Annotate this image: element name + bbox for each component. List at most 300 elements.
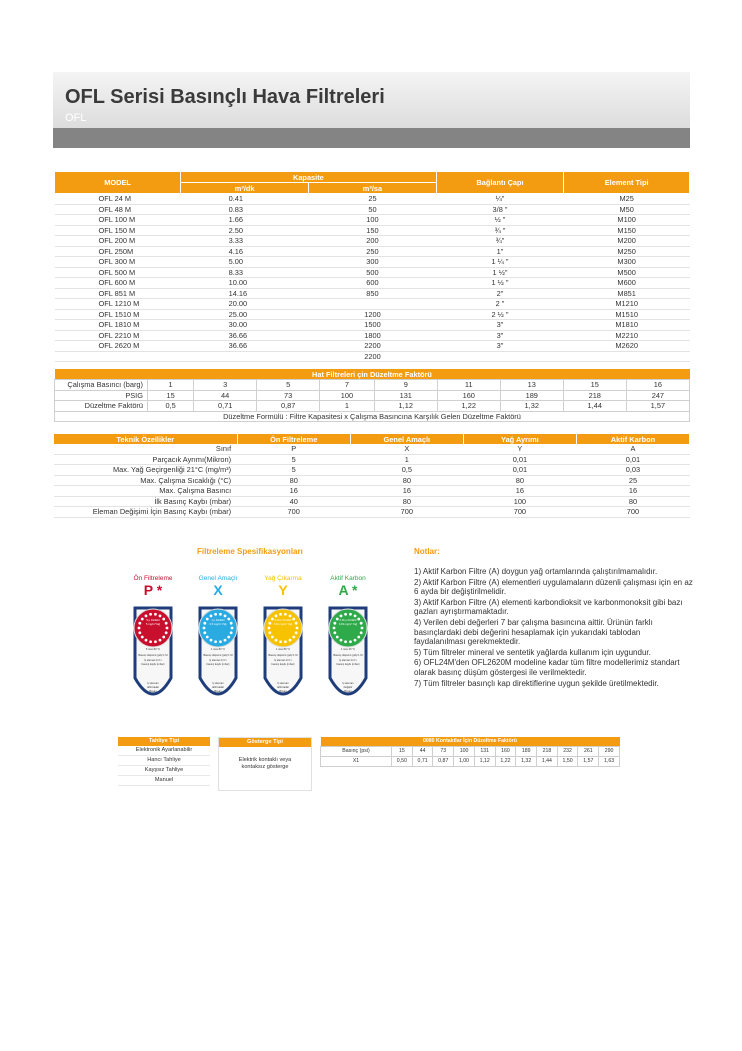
tech-value: 80 — [463, 475, 576, 486]
pore-dot — [275, 614, 278, 617]
pore-dot — [284, 640, 287, 643]
table-row — [55, 246, 690, 257]
table-row — [54, 475, 690, 486]
col-connection: Bağlantı Çapı — [436, 172, 564, 194]
table-row — [55, 278, 690, 289]
pore-dot — [231, 627, 234, 630]
capacity-m3sa-cell: 1800 — [309, 330, 436, 341]
dp-value: 1,00 — [454, 757, 475, 767]
pore-dot — [159, 614, 162, 617]
pore-dot — [227, 618, 230, 621]
pore-dot — [333, 627, 336, 630]
table-row — [55, 341, 690, 352]
correction-value: 73 — [257, 390, 320, 401]
drain-type-item: Hancı Tahliye — [118, 756, 210, 766]
model-cell: OFL 300 M — [55, 257, 181, 268]
tech-value: 16 — [576, 486, 689, 497]
page-header — [53, 72, 690, 130]
tech-header-cell: Yağ Ayrımı — [463, 434, 576, 444]
pore-dot — [340, 639, 343, 642]
dp-value: 44 — [412, 747, 433, 757]
pore-dot — [295, 622, 298, 625]
correction-value: 131 — [374, 390, 437, 401]
tech-value: 16 — [350, 486, 463, 497]
pore-dot — [203, 622, 206, 625]
pore-dot — [340, 614, 343, 617]
model-cell: OFL 200 M — [55, 236, 181, 247]
capacity-m3sa-cell: 1200 — [309, 309, 436, 320]
capacity-m3sa-cell: 1500 — [309, 320, 436, 331]
cartridge-label: İç eleman — [342, 682, 354, 685]
tech-table — [54, 434, 690, 518]
table-row — [54, 444, 690, 454]
pore-dot — [145, 614, 148, 617]
filter-cartridge-icon — [129, 598, 177, 708]
capacity-m3sa-cell: 50 — [309, 204, 436, 215]
element-cell: M50 — [564, 204, 690, 215]
filter-letter: A * — [338, 582, 358, 598]
pore-dot — [165, 622, 168, 625]
tech-value: 100 — [463, 496, 576, 507]
cartridge-label: basınç kaybı (mbar) — [271, 663, 295, 666]
filter-cartridge-icon — [324, 598, 372, 708]
pore-dot — [354, 614, 357, 617]
pore-dot — [206, 618, 209, 621]
element-cell: M600 — [564, 278, 690, 289]
element-cell: M851 — [564, 288, 690, 299]
capacity-m3sa-cell: 200 — [309, 236, 436, 247]
pore-dot — [292, 618, 295, 621]
pore-dot — [219, 613, 222, 616]
tech-header-row — [54, 434, 690, 444]
tech-row-label: Max. Çalışma Basıncı — [54, 486, 237, 497]
capacity-m3dk-cell: 3.33 — [181, 236, 309, 247]
pore-dot — [344, 640, 347, 643]
dp-value: 1,32 — [516, 757, 537, 767]
cartridge-label: 5 max 80 °C — [145, 648, 161, 651]
tech-value: 40 — [237, 496, 350, 507]
cartridge-label: 0,01 mg/m³ Yağ — [273, 623, 293, 626]
capacity-m3dk-cell: 1.66 — [181, 215, 309, 226]
filter-p — [123, 575, 183, 708]
correction-value: 1,44 — [563, 401, 626, 412]
col-capacity: Kapasite — [181, 172, 437, 183]
cartridge-label: 5 mg/m³Yağ — [146, 623, 160, 626]
pore-dot — [138, 631, 141, 634]
tech-value: 25 — [576, 475, 689, 486]
tech-value: 700 — [463, 507, 576, 518]
table-row — [55, 288, 690, 299]
pore-dot — [159, 639, 162, 642]
capacity-m3sa-cell: 2200 — [309, 341, 436, 352]
capacity-m3dk-cell: 8.33 — [181, 267, 309, 278]
correction-row-label: PSIG — [55, 390, 148, 401]
tech-row-label: Sınıf — [54, 444, 237, 454]
model-cell: OFL 1210 M — [55, 299, 181, 310]
tech-row-label: Parçacık Ayrımı(Mikron) — [54, 454, 237, 465]
element-cell: M1510 — [564, 309, 690, 320]
model-cell: OFL 24 M — [55, 194, 181, 205]
spec-title: Filtreleme Spesifikasyonları — [197, 547, 303, 556]
table-row — [55, 330, 690, 341]
correction-value: 15 — [563, 380, 626, 391]
capacity-m3sa-cell: 600 — [309, 278, 436, 289]
connection-cell: 1" — [436, 246, 564, 257]
model-cell: OFL 100 M — [55, 215, 181, 226]
connection-cell: ¾" — [436, 236, 564, 247]
dp-value: 1,12 — [474, 757, 495, 767]
cartridge-label: basınç kaybı (mbar) — [141, 663, 165, 666]
pore-dot — [149, 640, 152, 643]
table-row — [55, 225, 690, 236]
connection-cell: 2" — [436, 288, 564, 299]
cartridge-label: Basınç düşümü (pd)/ 1 M — [333, 654, 363, 657]
capacity-m3dk-cell: 2.50 — [181, 225, 309, 236]
connection-cell: 3/8 " — [436, 204, 564, 215]
page-subtitle: OFL — [65, 112, 87, 124]
table-row — [321, 747, 620, 757]
model-cell — [55, 351, 181, 362]
header-bar — [53, 128, 690, 148]
tech-value: 0,03 — [576, 465, 689, 476]
cartridge-label: tahli kadar — [147, 686, 159, 689]
dp-value: 0,71 — [412, 757, 433, 767]
table-row — [55, 204, 690, 215]
table-row — [55, 320, 690, 331]
model-cell: OFL 851 M — [55, 288, 181, 299]
dp-value: 1,63 — [599, 757, 620, 767]
gauge-type-title: Gösterge Tipi — [219, 738, 311, 747]
cartridge-label: 0,01 μ Partikül — [339, 619, 357, 622]
drain-type-box — [118, 737, 210, 786]
dp-value: 189 — [516, 747, 537, 757]
pore-dot — [357, 636, 360, 639]
pore-dot — [268, 627, 271, 630]
tech-header-cell: Genel Amaçlı — [350, 434, 463, 444]
capacity-m3dk-cell: 20.00 — [181, 299, 309, 310]
correction-value: 1,32 — [500, 401, 563, 412]
correction-value: 1 — [148, 380, 194, 391]
dp-row-label: X1 — [321, 757, 392, 767]
pore-dot — [162, 618, 165, 621]
pore-dot — [333, 631, 336, 634]
capacity-m3sa-cell: 100 — [309, 215, 436, 226]
col-model: MODEL — [55, 172, 181, 194]
note-item: 1) Aktif Karbon Filtre (A) doygun yağ ortamlarında çalıştırılmamalıdır. — [414, 567, 658, 576]
correction-value: 1,22 — [437, 401, 500, 412]
capacity-m3dk-cell — [181, 351, 309, 362]
correction-value: 247 — [626, 390, 689, 401]
pore-dot — [230, 622, 233, 625]
table-row — [55, 309, 690, 320]
tech-value: 80 — [350, 496, 463, 507]
tech-value: 700 — [576, 507, 689, 518]
filter-y — [253, 575, 313, 708]
dp-value: 131 — [474, 747, 495, 757]
connection-cell: 3" — [436, 320, 564, 331]
tech-value: 0,01 — [463, 454, 576, 465]
capacity-m3dk-cell: 4.16 — [181, 246, 309, 257]
cartridge-label: Basınç düşümü (pd)/ 1 M — [268, 654, 298, 657]
drain-type-item: Manuel — [118, 776, 210, 786]
pore-dot — [336, 618, 339, 621]
correction-value: 13 — [500, 380, 563, 391]
pore-dot — [154, 613, 157, 616]
element-cell: M100 — [564, 215, 690, 226]
tech-value: 16 — [237, 486, 350, 497]
correction-value: 16 — [626, 380, 689, 391]
pore-dot — [360, 622, 363, 625]
tech-table-body — [54, 444, 690, 517]
correction-value: 15 — [148, 390, 194, 401]
correction-title: Hat Filtreleri çin Düzeltme Faktörü — [55, 369, 690, 380]
page-title: OFL Serisi Basınçlı Hava Filtreleri — [65, 86, 385, 108]
table-row — [54, 454, 690, 465]
filter-letter: P * — [143, 582, 163, 598]
dp-value: 73 — [433, 747, 454, 757]
pore-dot — [149, 613, 152, 616]
drain-type-items — [118, 746, 210, 786]
cartridge-label: basınç kaybı (mbar) — [336, 663, 360, 666]
capacity-m3dk-cell: 36.66 — [181, 330, 309, 341]
correction-row-label: Çalışma Basıncı (barg) — [55, 380, 148, 391]
tech-header-cell: Ön Filtreleme — [237, 434, 350, 444]
tech-value: 0,01 — [463, 465, 576, 476]
pore-dot — [279, 613, 282, 616]
tech-header-cell: Teknik Özellikler — [54, 434, 237, 444]
cartridge-label: Değiştir — [343, 686, 353, 689]
dp-value: 100 — [454, 747, 475, 757]
filter-name: Ön Filtreleme — [133, 575, 173, 582]
cartridge-label: 0,5 mg/m³ Yağ — [209, 623, 227, 626]
cartridge-label: İç eleman — [277, 682, 289, 685]
filter-letter: Y — [278, 582, 288, 598]
pore-dot — [295, 631, 298, 634]
cartridge-label: Boyan — [214, 690, 222, 693]
pore-dot — [360, 631, 363, 634]
filter-cartridge-icon — [194, 598, 242, 708]
tech-value: P — [237, 444, 350, 454]
tech-row-label: Max. Yağ Geçirgenliği 21°C (mg/m³) — [54, 465, 237, 476]
connection-cell: 1 ¼ " — [436, 257, 564, 268]
drain-type-item: Kayşsız Tahliye — [118, 766, 210, 776]
model-cell: OFL 2210 M — [55, 330, 181, 341]
tech-value: A — [576, 444, 689, 454]
table-row — [55, 194, 690, 205]
table-row — [54, 486, 690, 497]
capacity-m3dk-cell: 25.00 — [181, 309, 309, 320]
pore-dot — [141, 636, 144, 639]
model-cell: OFL 48 M — [55, 204, 181, 215]
connection-cell: 3" — [436, 341, 564, 352]
dp-value: 160 — [495, 747, 516, 757]
correction-table — [54, 369, 690, 422]
table-row — [55, 267, 690, 278]
model-cell: OFL 250M — [55, 246, 181, 257]
correction-value: 44 — [194, 390, 257, 401]
pore-dot — [162, 636, 165, 639]
correction-value: 7 — [320, 380, 375, 391]
pore-dot — [275, 639, 278, 642]
dp-value: 1,44 — [537, 757, 558, 767]
correction-value: 9 — [374, 380, 437, 391]
capacity-m3dk-cell: 0.41 — [181, 194, 309, 205]
pore-dot — [284, 613, 287, 616]
correction-value: 218 — [563, 390, 626, 401]
pore-dot — [344, 613, 347, 616]
cartridge-label: İç eleman — [147, 682, 159, 685]
tech-value: 80 — [237, 475, 350, 486]
connection-cell: ¾ " — [436, 225, 564, 236]
col-m3dk: m³/dk — [181, 183, 309, 194]
note-item: 7) Tüm filtreler basınçlı kap direktiflerine uygun şekilde üretilmektedir. — [414, 678, 659, 688]
capacity-m3sa-cell: 25 — [309, 194, 436, 205]
capacity-m3sa-cell: 150 — [309, 225, 436, 236]
cartridge-label: Basınç düşümü (pd)/ 1 M — [138, 654, 168, 657]
pore-dot — [165, 631, 168, 634]
col-m3sa: m³/sa — [309, 183, 436, 194]
capacity-m3dk-cell: 5.00 — [181, 257, 309, 268]
pore-dot — [230, 631, 233, 634]
tech-value: 5 — [237, 465, 350, 476]
pore-dot — [138, 622, 141, 625]
capacity-m3dk-cell: 0.83 — [181, 204, 309, 215]
tech-header-cell: Aktif Karbon — [576, 434, 689, 444]
cartridge-label: İç eleman 0,3 × — [274, 659, 292, 662]
table-row — [54, 496, 690, 507]
col-element: Element Tipi — [564, 172, 690, 194]
correction-value: 0,71 — [194, 401, 257, 412]
pore-dot — [206, 636, 209, 639]
table-row — [55, 215, 690, 226]
pore-dot — [271, 636, 274, 639]
table-row — [54, 465, 690, 476]
filter-name: Yağ Çıkarma — [264, 575, 302, 582]
model-cell: OFL 1510 M — [55, 309, 181, 320]
pore-dot — [219, 640, 222, 643]
correction-value: 0,5 — [148, 401, 194, 412]
pore-dot — [349, 613, 352, 616]
table-row — [55, 299, 690, 310]
pore-dot — [138, 627, 141, 630]
pore-dot — [296, 627, 299, 630]
pore-dot — [354, 639, 357, 642]
tech-value: 0,01 — [576, 454, 689, 465]
tech-value: 1 — [350, 454, 463, 465]
cartridge-label: 1 μ Partikül — [211, 619, 225, 622]
cartridge-label: tahli kadar — [277, 686, 289, 689]
capacity-m3sa-cell: 300 — [309, 257, 436, 268]
pore-dot — [214, 640, 217, 643]
table-row — [55, 380, 690, 391]
dp-value: 218 — [537, 747, 558, 757]
dp-value: 0,87 — [433, 757, 454, 767]
connection-cell: 2 " — [436, 299, 564, 310]
pore-dot — [279, 640, 282, 643]
table-row — [54, 507, 690, 518]
model-table — [54, 171, 690, 362]
cartridge-label: tahli kadar — [212, 686, 224, 689]
pore-dot — [166, 627, 169, 630]
pore-dot — [289, 639, 292, 642]
correction-row-label: Düzeltme Faktörü — [55, 401, 148, 412]
correction-value: 3 — [194, 380, 257, 391]
connection-cell: ½ " — [436, 215, 564, 226]
drain-type-title: Tahliye Tipi — [118, 737, 210, 746]
cartridge-label: 0,03 mg/m³ Yağ — [338, 623, 358, 626]
capacity-m3dk-cell: 14.16 — [181, 288, 309, 299]
connection-cell — [436, 351, 564, 362]
dp-value: 290 — [599, 747, 620, 757]
pore-dot — [203, 627, 206, 630]
filter-name: Genel Amaçlı — [198, 575, 238, 582]
table-row — [55, 401, 690, 412]
capacity-m3sa-cell: 250 — [309, 246, 436, 257]
dp-row-label: Basınç (psi) — [321, 747, 392, 757]
cartridge-label: İç eleman 0,3 × — [209, 659, 227, 662]
correction-value: 5 — [257, 380, 320, 391]
pore-dot — [336, 636, 339, 639]
element-cell: M200 — [564, 236, 690, 247]
notes-title: Notlar: — [414, 547, 440, 556]
element-cell: M1210 — [564, 299, 690, 310]
pore-dot — [224, 639, 227, 642]
cartridge-label: İç eleman 0,3 × — [144, 659, 162, 662]
connection-cell: 2 ½ " — [436, 309, 564, 320]
capacity-m3dk-cell: 30.00 — [181, 320, 309, 331]
tech-value: 80 — [350, 475, 463, 486]
pore-dot — [141, 618, 144, 621]
notes-list — [414, 567, 694, 689]
tech-value: 80 — [576, 496, 689, 507]
element-cell: M500 — [564, 267, 690, 278]
cartridge-label: Basınç düşümü (pd)/ 1 M — [203, 654, 233, 657]
element-cell: M2210 — [564, 330, 690, 341]
model-table-body — [55, 194, 690, 362]
note-item: 6) OFL24M'den OFL2620M modeline kadar tüm filtre modellerimiz standart olarak basınç düşüm göstergesi ile verilmektedir. — [414, 658, 680, 677]
tech-row-label: Max. Çalışma Sıcaklığı (°C) — [54, 475, 237, 486]
table-row — [55, 236, 690, 247]
correction-value: 0,87 — [257, 401, 320, 412]
capacity-m3sa-cell — [309, 299, 436, 310]
cartridge-label: 0,01 μ Partikül — [274, 619, 292, 622]
pore-dot — [292, 636, 295, 639]
capacity-m3dk-cell: 10.00 — [181, 278, 309, 289]
connection-cell: 1 ½" — [436, 267, 564, 278]
tech-value: 700 — [237, 507, 350, 518]
correction-value: 1 — [320, 401, 375, 412]
correction-value: 100 — [320, 390, 375, 401]
tech-value: 5 — [237, 454, 350, 465]
dp-value: 1,57 — [578, 757, 599, 767]
pore-dot — [271, 618, 274, 621]
element-cell: M25 — [564, 194, 690, 205]
pore-dot — [145, 639, 148, 642]
dp-value: 1,22 — [495, 757, 516, 767]
cartridge-label: Boyan — [344, 690, 352, 693]
dp-table-body — [321, 747, 620, 767]
note-item: 4) Verilen debi değerleri 7 bar çalışma basıncına aittir. Ürünün farklı basınçlardaki debi değerini hesaplamak için yukarıdaki tablodan faydalanılması gerekmektedir. — [414, 617, 653, 647]
dp-value: 1,50 — [557, 757, 578, 767]
connection-cell: 3" — [436, 330, 564, 341]
pore-dot — [361, 627, 364, 630]
dp-correction-table — [320, 737, 620, 767]
pore-dot — [349, 640, 352, 643]
pore-dot — [210, 639, 213, 642]
correction-formula: Düzeltme Formülü : Filtre Kapasitesi x Çalışma Basıncına Karşılık Gelen Düzeltme Faktörü — [55, 411, 690, 422]
model-cell: OFL 1810 M — [55, 320, 181, 331]
table-row — [321, 757, 620, 767]
